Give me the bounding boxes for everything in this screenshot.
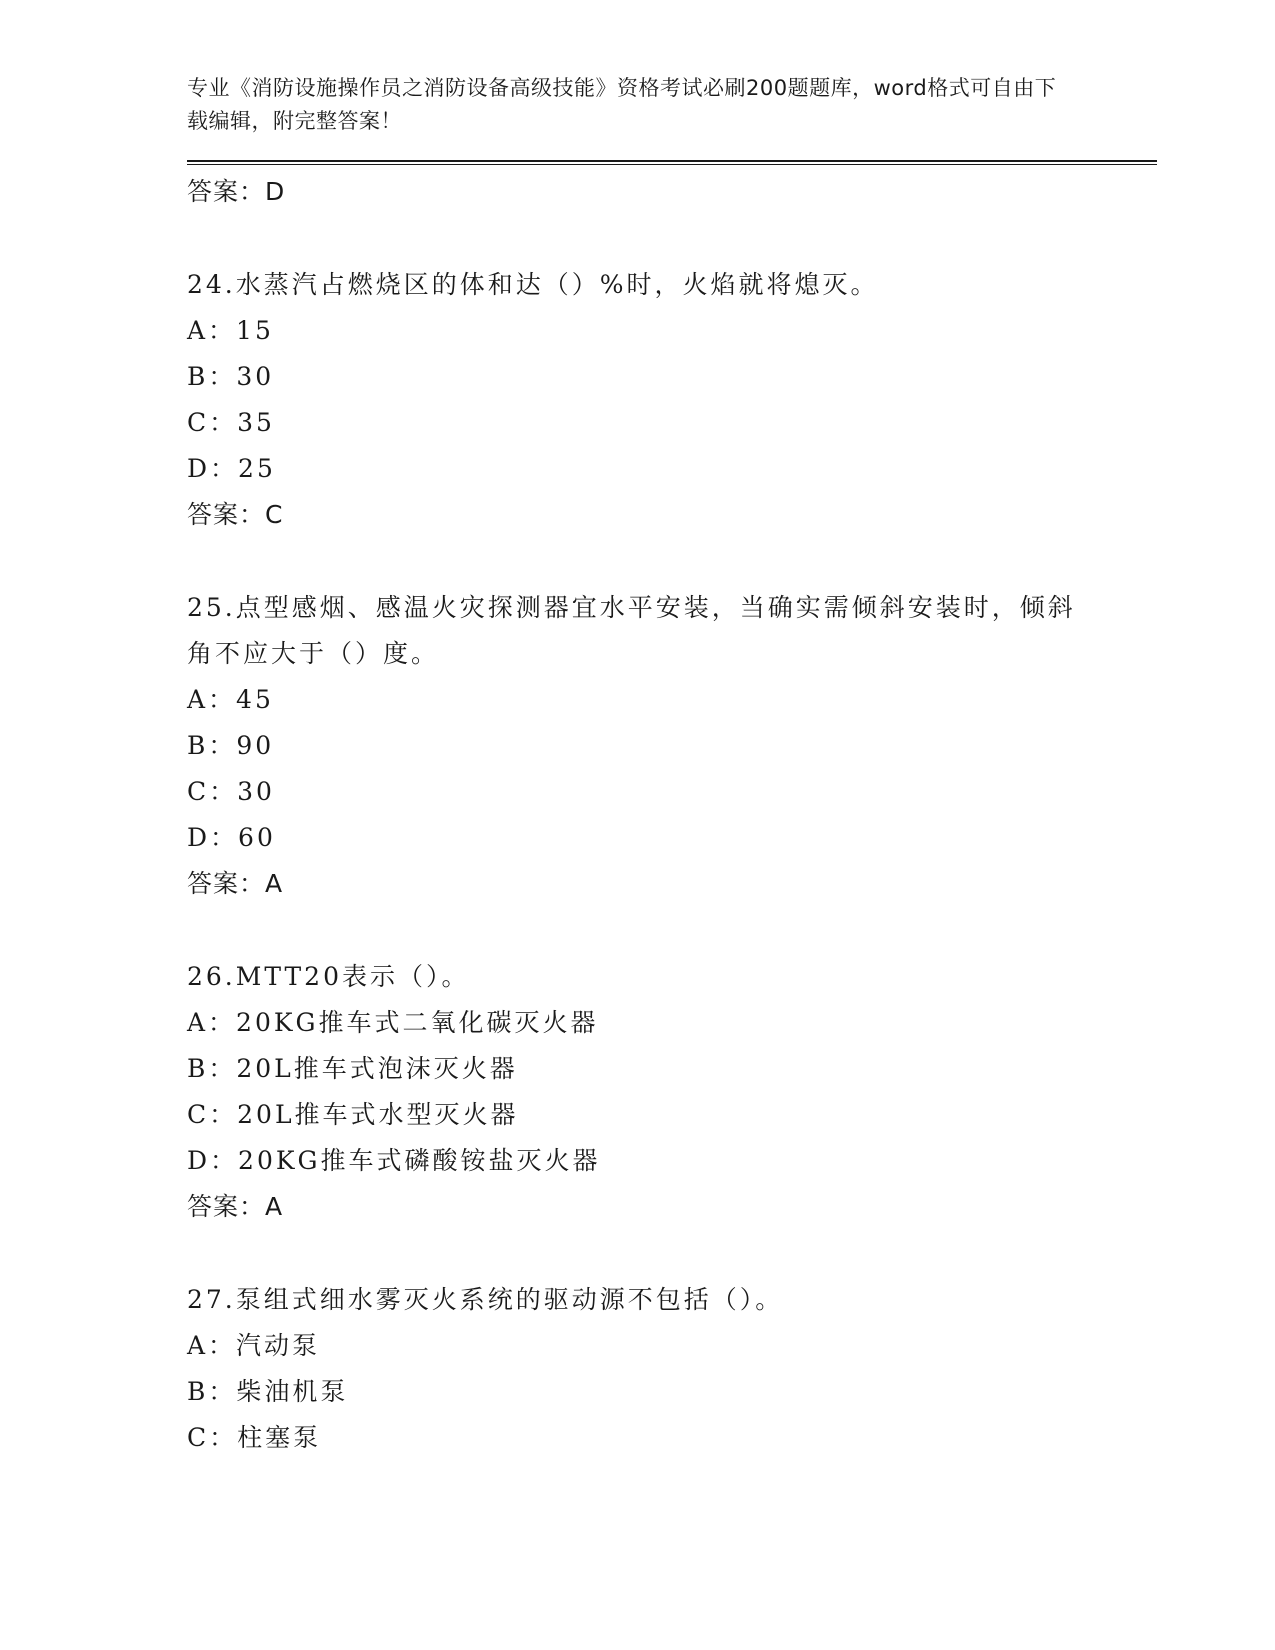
question-26	[187, 954, 1157, 1230]
header-divider	[187, 160, 1157, 165]
question-24	[187, 262, 1157, 538]
question-stem: 26.MTT20表示（）。	[187, 962, 470, 991]
question-stem: 27.泵组式细水雾灭火系统的驱动源不包括（）。	[187, 1285, 784, 1314]
answer: 答案：A	[187, 869, 284, 898]
option-c: C：35	[187, 408, 275, 437]
answer: 答案：A	[187, 1192, 284, 1221]
option-c: C：30	[187, 777, 275, 806]
option-a: A：15	[187, 316, 274, 345]
option-c: C：20L推车式水型灭火器	[187, 1100, 519, 1129]
option-b: B：20L推车式泡沫灭火器	[187, 1054, 518, 1083]
question-stem: 25.点型感烟、感温火灾探测器宜水平安装，当确实需倾斜安装时，倾斜角不应大于（）度。	[187, 593, 1076, 668]
document-header: 专业《消防设施操作员之消防设备高级技能》资格考试必刷200题题库，word格式可自由下载编辑，附完整答案！	[187, 76, 1057, 133]
option-a: A：汽动泵	[187, 1331, 321, 1360]
option-a: A：20KG推车式二氧化碳灭火器	[187, 1008, 599, 1037]
question-stem: 24.水蒸汽占燃烧区的体和达（）%时，火焰就将熄灭。	[187, 270, 879, 299]
answer: 答案：C	[187, 500, 284, 529]
option-d: D：20KG推车式磷酸铵盐灭火器	[187, 1146, 601, 1175]
option-c: C：柱塞泵	[187, 1423, 322, 1452]
answer-23: 答案：D	[187, 177, 286, 206]
option-b: B：90	[187, 731, 275, 760]
option-b: B：柴油机泵	[187, 1377, 349, 1406]
option-b: B：30	[187, 362, 275, 391]
option-a: A：45	[187, 685, 274, 714]
question-25	[187, 585, 1157, 907]
question-27	[187, 1277, 1157, 1461]
option-d: D：60	[187, 823, 276, 852]
document-page	[187, 72, 1157, 1461]
option-d: D：25	[187, 454, 276, 483]
